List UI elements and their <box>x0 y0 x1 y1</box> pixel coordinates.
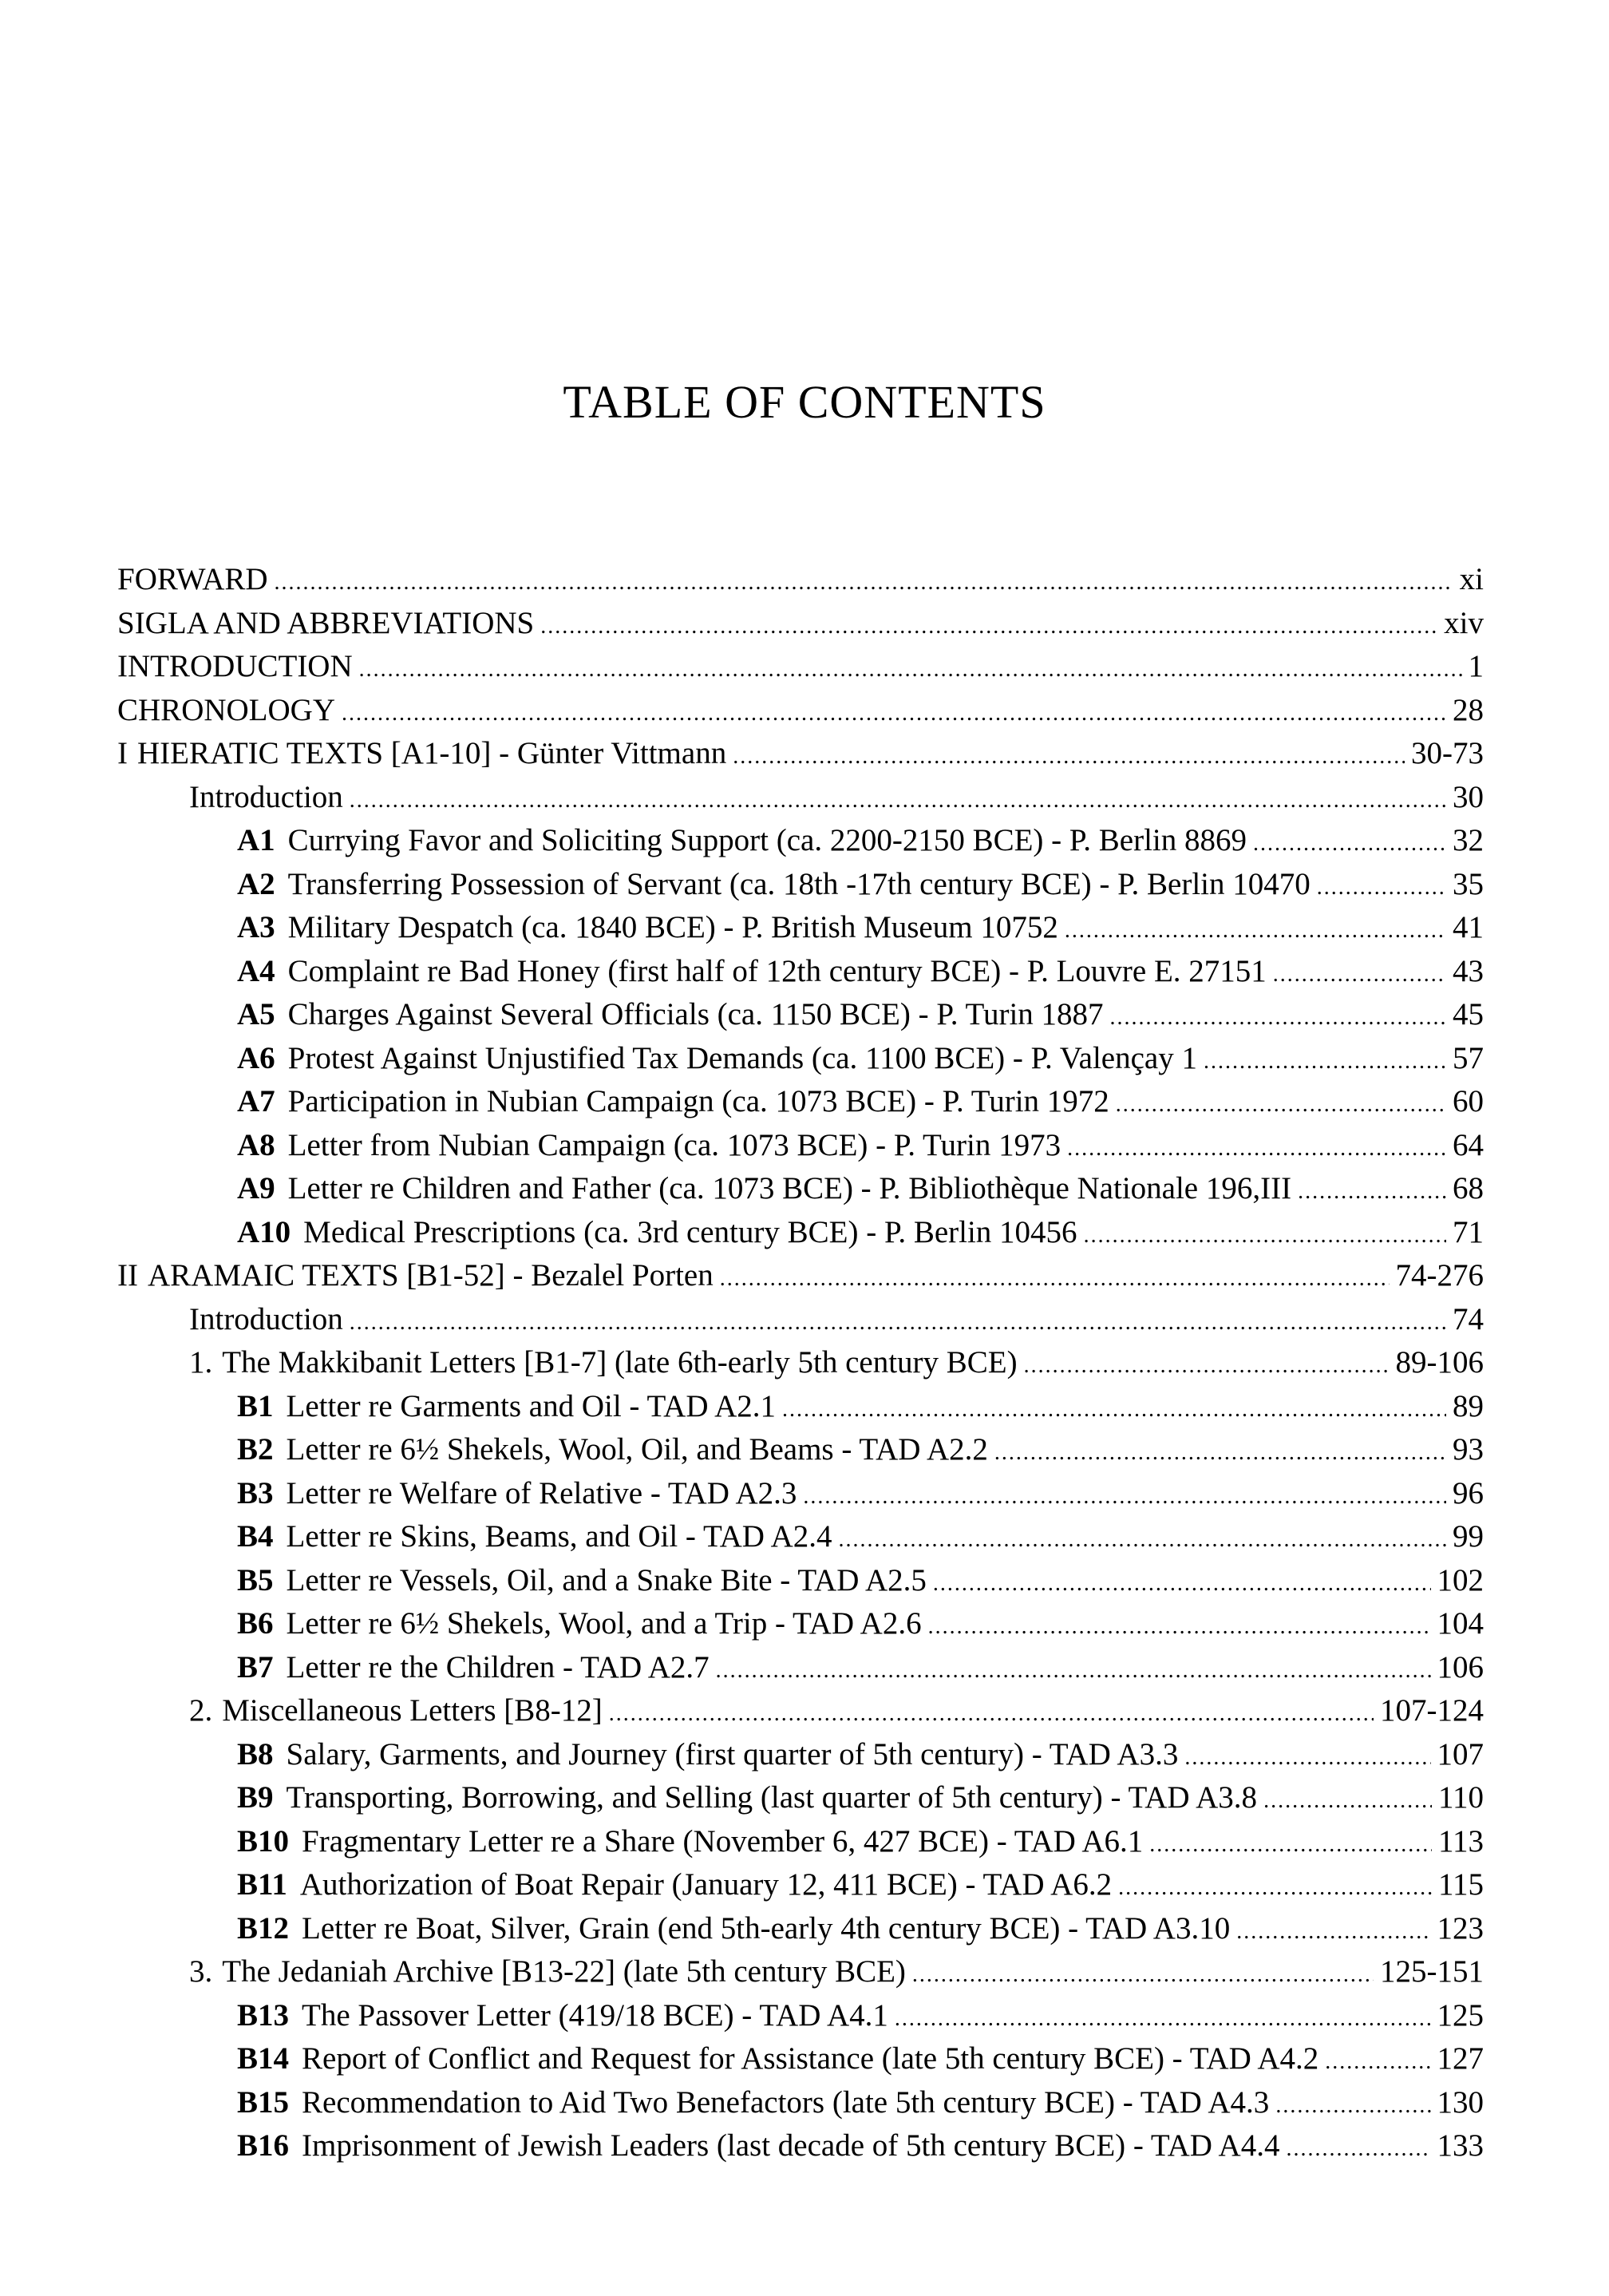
toc-entry-aramaic-introduction[interactable] <box>117 1301 1484 1345</box>
leader-dots <box>720 1266 1390 1292</box>
leader-dots <box>1253 831 1446 857</box>
toc-entry-code: B3 <box>237 1475 274 1510</box>
leader-dots <box>1149 1832 1432 1858</box>
toc-entry-b14[interactable] <box>117 2041 1484 2084</box>
leader-dots <box>1286 2136 1430 2162</box>
toc-entry-a5[interactable] <box>117 996 1484 1040</box>
toc-entry-code: B15 <box>237 2084 290 2120</box>
toc-entry-page: 74 <box>1453 1301 1484 1336</box>
toc-entry-page: 133 <box>1437 2128 1484 2163</box>
toc-entry-introduction[interactable] <box>117 648 1484 692</box>
toc-entry-label: Letter from Nubian Campaign (ca. 1073 BCE) - P. Turin 1973 <box>287 1127 1061 1162</box>
toc-entry-code: 3. <box>189 1954 213 1989</box>
toc-entry-label: Letter re Skins, Beams, and Oil - TAD A2.4 <box>286 1519 832 1554</box>
toc-entry-label: ARAMAIC TEXTS [B1-52] - Bezalel Porten <box>147 1258 714 1292</box>
toc-entry-page: 96 <box>1453 1475 1484 1510</box>
toc-entry-b8[interactable] <box>117 1736 1484 1780</box>
toc-entry-label: Participation in Nubian Campaign (ca. 1073 BCE) - P. Turin 1972 <box>287 1084 1109 1118</box>
toc-entry-label: Report of Conflict and Request for Assistance (late 5th century BCE) - TAD A4.2 <box>302 2041 1319 2076</box>
toc-entry-chronology[interactable] <box>117 692 1484 736</box>
toc-entry-page: 125-151 <box>1380 1954 1484 1989</box>
leader-dots <box>1118 1875 1432 1901</box>
toc-entry-b13[interactable] <box>117 1997 1484 2041</box>
leader-dots <box>540 614 1437 639</box>
toc-entry-code: A6 <box>237 1040 275 1075</box>
toc-entry-code: A1 <box>237 823 275 857</box>
toc-entry-b10[interactable] <box>117 1823 1484 1867</box>
toc-entry-page: 60 <box>1453 1084 1484 1118</box>
leader-dots <box>895 2006 1431 2032</box>
toc-entry-b16[interactable] <box>117 2128 1484 2171</box>
toc-entry-label: Letter re Children and Father (ca. 1073 BCE) - P. Bibliothèque Nationale 196,III <box>287 1171 1292 1205</box>
toc-entry-page: 30 <box>1453 779 1484 814</box>
toc-entry-code: A3 <box>237 910 275 944</box>
toc-entry-page: 45 <box>1453 997 1484 1031</box>
toc-entry-label: CHRONOLOGY <box>117 692 335 727</box>
toc-entry-b2[interactable] <box>117 1431 1484 1475</box>
table-of-contents <box>117 561 1484 2171</box>
toc-entry-page: 64 <box>1453 1127 1484 1162</box>
toc-entry-label: Military Despatch (ca. 1840 BCE) - P. British Museum 10752 <box>287 910 1058 944</box>
toc-entry-page: 1 <box>1468 649 1484 683</box>
toc-entry-label: Transporting, Borrowing, and Selling (last quarter of 5th century) - TAD A3.8 <box>286 1780 1258 1815</box>
toc-entry-label: The Jedaniah Archive [B13-22] (late 5th century BCE) <box>222 1954 906 1989</box>
leader-dots <box>1298 1179 1446 1205</box>
toc-entry-label: Recommendation to Aid Two Benefactors (late 5th century BCE) - TAD A4.3 <box>302 2084 1270 2120</box>
toc-entry-page: 107-124 <box>1380 1693 1484 1728</box>
toc-entry-b9[interactable] <box>117 1779 1484 1823</box>
toc-entry-b4[interactable] <box>117 1518 1484 1562</box>
toc-entry-label: Letter re the Children - TAD A2.7 <box>286 1649 710 1684</box>
toc-entry-page: 89 <box>1453 1388 1484 1423</box>
toc-entry-page: xi <box>1459 562 1484 596</box>
toc-entry-page: 99 <box>1453 1519 1484 1554</box>
toc-entry-hieratic-introduction[interactable] <box>117 779 1484 823</box>
toc-entry-b5[interactable] <box>117 1562 1484 1606</box>
toc-entry-label: Introduction <box>189 1301 343 1336</box>
leader-dots <box>1084 1223 1446 1249</box>
leader-dots <box>1204 1049 1446 1075</box>
toc-entry-page: 93 <box>1453 1432 1484 1467</box>
leader-dots <box>1067 1136 1446 1162</box>
leader-dots <box>928 1614 1431 1640</box>
toc-entry-b3[interactable] <box>117 1475 1484 1519</box>
toc-entry-code: B10 <box>237 1823 290 1859</box>
leader-dots <box>342 701 1446 726</box>
toc-entry-page: 71 <box>1453 1214 1484 1249</box>
toc-entry-code: A5 <box>237 997 275 1031</box>
toc-entry-label: Transferring Possession of Servant (ca. 18th -17th century BCE) - P. Berlin 10470 <box>287 866 1311 901</box>
leader-dots <box>803 1484 1446 1510</box>
leader-dots <box>1065 918 1446 944</box>
page-title: TABLE OF CONTENTS <box>563 376 1046 428</box>
toc-entry-page: 68 <box>1453 1171 1484 1205</box>
toc-entry-a3[interactable] <box>117 909 1484 953</box>
toc-entry-label: The Passover Letter (419/18 BCE) - TAD A4.1 <box>302 1997 888 2033</box>
toc-entry-code: B12 <box>237 1910 290 1946</box>
toc-entry-page: 35 <box>1453 866 1484 901</box>
toc-entry-code: A10 <box>237 1214 291 1249</box>
toc-entry-label: Letter re Garments and Oil - TAD A2.1 <box>286 1388 777 1423</box>
toc-entry-code: B2 <box>237 1432 274 1467</box>
toc-entry-page: 107 <box>1437 1736 1484 1771</box>
toc-entry-b15[interactable] <box>117 2084 1484 2128</box>
leader-dots <box>350 1310 1446 1336</box>
toc-entry-code: A7 <box>237 1084 275 1118</box>
leader-dots <box>1317 875 1446 901</box>
toc-entry-label: FORWARD <box>117 562 268 596</box>
leader-dots <box>1273 962 1446 988</box>
toc-entry-page: 41 <box>1453 910 1484 944</box>
toc-entry-page: 28 <box>1453 692 1484 727</box>
leader-dots <box>1110 1005 1446 1031</box>
toc-entry-page: 127 <box>1437 2041 1484 2076</box>
leader-dots <box>1184 1745 1430 1771</box>
toc-entry-aramaic-texts[interactable] <box>117 1257 1484 1301</box>
toc-entry-page: 57 <box>1453 1040 1484 1075</box>
toc-entry-code: B9 <box>237 1780 274 1815</box>
toc-entry-page: xiv <box>1444 605 1484 640</box>
leader-dots <box>716 1658 1431 1684</box>
leader-dots <box>1275 2093 1430 2119</box>
leader-dots <box>994 1440 1446 1466</box>
toc-entry-page: 110 <box>1437 1780 1484 1815</box>
leader-dots <box>1024 1353 1390 1379</box>
toc-entry-page: 89-106 <box>1395 1345 1484 1380</box>
toc-entry-code: B6 <box>237 1606 274 1641</box>
toc-entry-page: 106 <box>1437 1649 1484 1684</box>
toc-entry-label: Introduction <box>189 779 343 814</box>
toc-entry-miscellaneous-letters[interactable] <box>117 1692 1484 1736</box>
toc-entry-page: 130 <box>1437 2084 1484 2120</box>
toc-entry-sigla[interactable] <box>117 605 1484 649</box>
toc-entry-code: A4 <box>237 953 275 988</box>
toc-entry-page: 123 <box>1437 1910 1484 1946</box>
leader-dots <box>609 1701 1374 1727</box>
toc-entry-label: Charges Against Several Officials (ca. 1150 BCE) - P. Turin 1887 <box>287 997 1104 1031</box>
toc-entry-code: A8 <box>237 1127 275 1162</box>
toc-entry-page: 102 <box>1437 1562 1484 1597</box>
toc-entry-label: Imprisonment of Jewish Leaders (last decade of 5th century BCE) - TAD A4.4 <box>302 2128 1280 2163</box>
leader-dots <box>1116 1092 1446 1118</box>
toc-entry-makkibanit-letters[interactable] <box>117 1344 1484 1388</box>
toc-entry-code: B7 <box>237 1649 274 1684</box>
leader-dots <box>359 657 1462 683</box>
leader-dots <box>1236 1919 1430 1945</box>
toc-entry-code: B11 <box>237 1867 287 1902</box>
toc-entry-code: A2 <box>237 866 275 901</box>
toc-entry-label: Salary, Garments, and Journey (first quarter of 5th century) - TAD A3.3 <box>286 1736 1179 1771</box>
toc-entry-b11[interactable] <box>117 1866 1484 1910</box>
toc-entry-a9[interactable] <box>117 1170 1484 1214</box>
toc-entry-a7[interactable] <box>117 1083 1484 1127</box>
toc-entry-jedaniah-archive[interactable] <box>117 1954 1484 1997</box>
toc-entry-label: Miscellaneous Letters [B8-12] <box>222 1693 603 1728</box>
leader-dots <box>838 1527 1446 1553</box>
toc-entry-page: 125 <box>1437 1997 1484 2033</box>
toc-entry-code: B4 <box>237 1519 274 1554</box>
toc-entry-page: 30-73 <box>1411 736 1484 770</box>
toc-entry-label: Letter re 6½ Shekels, Wool, Oil, and Beams - TAD A2.2 <box>286 1432 988 1467</box>
toc-entry-b6[interactable] <box>117 1605 1484 1649</box>
toc-entry-a8[interactable] <box>117 1127 1484 1171</box>
toc-entry-page: 115 <box>1437 1867 1484 1902</box>
toc-entry-label: Currying Favor and Soliciting Support (ca. 2200-2150 BCE) - P. Berlin 8869 <box>287 823 1247 857</box>
toc-entry-code: B16 <box>237 2128 290 2163</box>
toc-entry-code: B1 <box>237 1388 274 1423</box>
leader-dots <box>275 570 1453 596</box>
leader-dots <box>350 788 1446 813</box>
toc-entry-code: 1. <box>189 1345 213 1380</box>
toc-entry-a1[interactable] <box>117 822 1484 866</box>
toc-entry-label: Medical Prescriptions (ca. 3rd century BCE) - P. Berlin 10456 <box>303 1214 1077 1249</box>
toc-entry-label: Complaint re Bad Honey (first half of 12th century BCE) - P. Louvre E. 27151 <box>287 953 1267 988</box>
toc-entry-label: INTRODUCTION <box>117 649 353 683</box>
toc-entry-b1[interactable] <box>117 1388 1484 1432</box>
toc-entry-code: A9 <box>237 1171 275 1205</box>
toc-entry-page: 104 <box>1437 1606 1484 1641</box>
toc-entry-label: Fragmentary Letter re a Share (November 6, 427 BCE) - TAD A6.1 <box>302 1823 1144 1859</box>
toc-entry-code: B14 <box>237 2041 290 2076</box>
leader-dots <box>933 1571 1431 1597</box>
toc-entry-label: Authorization of Boat Repair (January 12, 411 BCE) - TAD A6.2 <box>299 1867 1113 1902</box>
toc-entry-a2[interactable] <box>117 866 1484 910</box>
toc-entry-hieratic-texts[interactable] <box>117 735 1484 779</box>
toc-entry-code: B13 <box>237 1997 290 2033</box>
toc-entry-b7[interactable] <box>117 1649 1484 1693</box>
toc-entry-label: Letter re 6½ Shekels, Wool, and a Trip - TAD A2.6 <box>286 1606 922 1641</box>
toc-entry-a6[interactable] <box>117 1040 1484 1084</box>
toc-entry-code: B5 <box>237 1562 274 1597</box>
toc-entry-page: 113 <box>1437 1823 1484 1859</box>
leader-dots <box>1263 1788 1432 1814</box>
toc-entry-page: 74-276 <box>1395 1258 1484 1292</box>
leader-dots <box>733 744 1405 770</box>
toc-entry-a4[interactable] <box>117 953 1484 997</box>
toc-entry-page: 32 <box>1453 823 1484 857</box>
toc-entry-page: 43 <box>1453 953 1484 988</box>
toc-entry-code: B8 <box>237 1736 274 1771</box>
toc-entry-a10[interactable] <box>117 1214 1484 1258</box>
toc-entry-label: HIERATIC TEXTS [A1-10] - Günter Vittmann <box>137 736 727 770</box>
toc-entry-b12[interactable] <box>117 1910 1484 1954</box>
leader-dots <box>782 1397 1446 1423</box>
toc-entry-forward[interactable] <box>117 561 1484 605</box>
toc-entry-label: SIGLA AND ABBREVIATIONS <box>117 605 535 640</box>
toc-entry-label: The Makkibanit Letters [B1-7] (late 6th-early 5th century BCE) <box>222 1345 1018 1380</box>
leader-dots <box>1325 2049 1430 2075</box>
toc-entry-code: II <box>117 1258 138 1292</box>
toc-entry-code: I <box>117 736 128 770</box>
toc-entry-label: Protest Against Unjustified Tax Demands (ca. 1100 BCE) - P. Valençay 1 <box>287 1040 1197 1075</box>
toc-entry-label: Letter re Boat, Silver, Grain (end 5th-early 4th century BCE) - TAD A3.10 <box>302 1910 1231 1946</box>
toc-entry-label: Letter re Welfare of Relative - TAD A2.3 <box>286 1475 797 1510</box>
toc-entry-code: 2. <box>189 1693 213 1728</box>
toc-entry-label: Letter re Vessels, Oil, and a Snake Bite - TAD A2.5 <box>286 1562 927 1597</box>
leader-dots <box>912 1962 1374 1988</box>
